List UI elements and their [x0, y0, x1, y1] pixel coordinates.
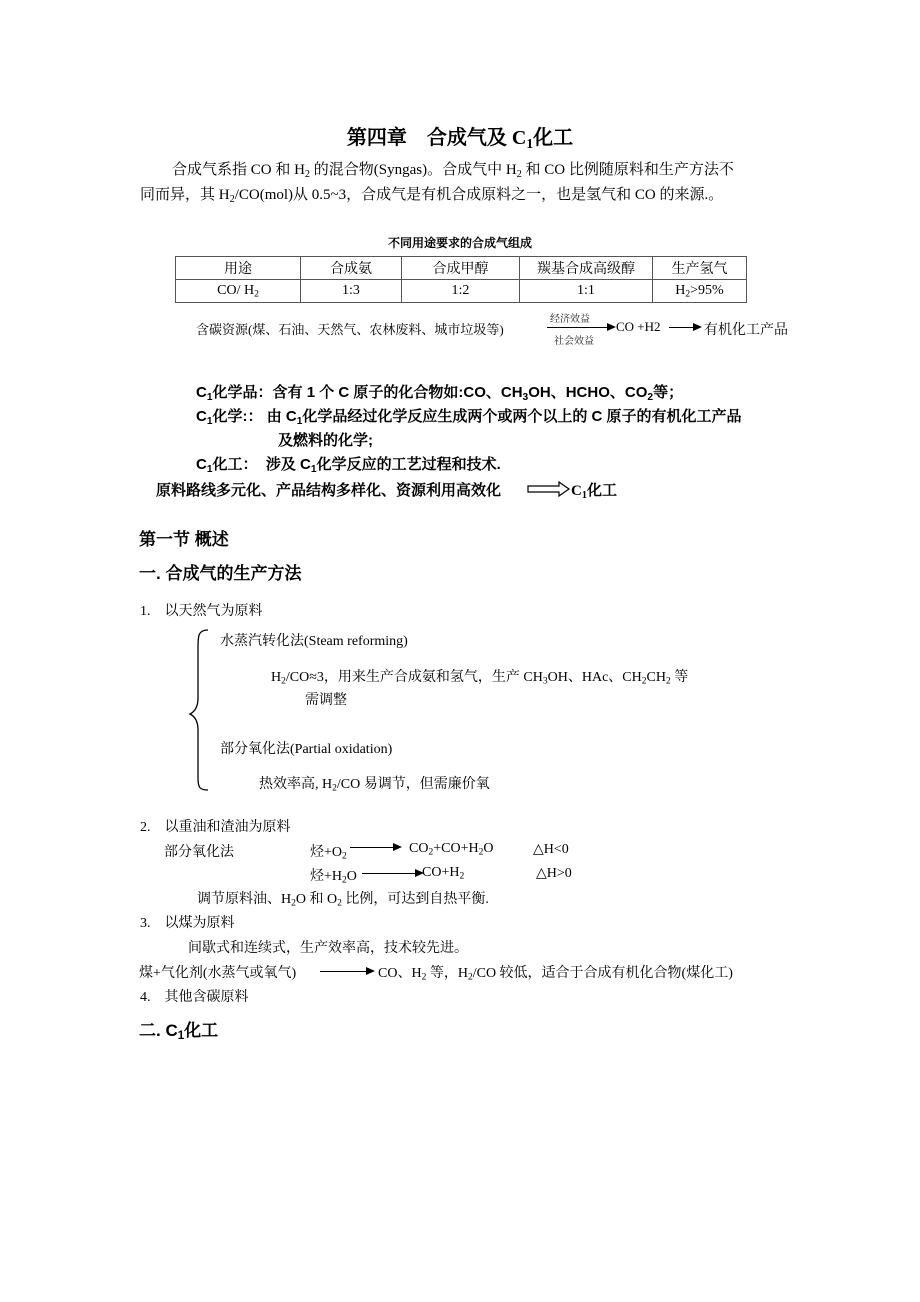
text: >95% — [690, 283, 724, 298]
subscript: 1 — [206, 415, 213, 427]
table-cell: 1:2 — [402, 280, 520, 303]
method-3-reaction-lhs: 煤+气化剂(水蒸气或氧气) — [139, 966, 297, 981]
text: O — [483, 841, 494, 856]
arrow-right-icon — [607, 323, 616, 331]
table-header-row — [176, 257, 747, 280]
list-title: 其他含碳原料 — [164, 990, 249, 1005]
text: C — [196, 408, 207, 425]
text: 由 C — [266, 408, 297, 425]
text: 等 — [670, 670, 689, 685]
text: OH、HCHO、CO — [528, 384, 648, 401]
syngas-composition-table — [175, 256, 747, 303]
trend-target — [571, 479, 617, 500]
arrow-right-icon — [366, 967, 375, 975]
text: CO、H — [378, 966, 422, 981]
subscript: 2 — [281, 676, 286, 687]
subscript: 2 — [342, 875, 347, 886]
subscript: 1 — [206, 463, 213, 475]
intro-line-2 — [140, 183, 723, 207]
flow-source: 含碳资源(煤、石油、天然气、农林废料、城市垃圾等) — [196, 322, 504, 337]
flow-label-bottom: 社会效益 — [554, 336, 594, 347]
partial-oxidation-note — [259, 773, 490, 793]
definition-label: 化工： — [212, 456, 258, 473]
text: 化学品经过化学反应生成两个或两个以上的 C 原子的有机化工产品 — [302, 408, 742, 425]
flow-arrow-line-2 — [669, 327, 695, 328]
chapter-title-suffix: 化工 — [533, 127, 574, 149]
definition-c1-engineering — [196, 453, 501, 474]
subscript: 1 — [296, 415, 303, 427]
subscript: 2 — [229, 193, 235, 205]
subscript: 2 — [467, 972, 473, 983]
curly-brace-icon — [188, 628, 212, 792]
text: C — [571, 483, 582, 499]
subscript: 2 — [337, 898, 342, 909]
reaction-1-rhs — [409, 841, 493, 857]
text: 含有 1 个 C 原子的化合物如:CO、CH — [272, 384, 523, 401]
text: CO+H — [422, 865, 460, 880]
subscript: 1 — [206, 391, 213, 403]
definition-c1-chemistry-line2: 及燃料的化学; — [278, 432, 373, 449]
method-2-heading — [140, 816, 291, 836]
subscript: 3 — [522, 391, 529, 403]
subscript: 1 — [581, 489, 587, 501]
definition-c1-chemicals — [196, 381, 683, 402]
subscript: 2 — [342, 851, 347, 862]
text: 二. C — [139, 1021, 178, 1040]
text: 和 CO 比例随原料和生产方法不 — [521, 162, 734, 178]
text: 化工 — [184, 1021, 219, 1040]
list-number: 2. — [140, 820, 151, 835]
intro-line-1 — [172, 158, 734, 182]
table-header-cell: 用途 — [176, 257, 301, 280]
subsection-title: 一. 合成气的生产方法 — [139, 564, 302, 583]
text: 热效率高, H — [259, 777, 333, 792]
text: 等； — [653, 384, 684, 401]
steam-reforming-title: 水蒸汽转化法(Steam reforming) — [220, 634, 408, 649]
list-number: 4. — [140, 990, 151, 1005]
subscript: 2 — [478, 847, 484, 858]
text: 等，H — [426, 966, 468, 981]
reaction-2-enthalpy: △H>0 — [536, 866, 572, 881]
subscript: 1 — [310, 463, 317, 475]
table-header-cell: 合成氨 — [301, 257, 402, 280]
subscript: 2 — [459, 871, 465, 882]
arrow-right-icon — [393, 843, 402, 851]
reaction-arrow-line — [320, 971, 368, 972]
definition-c1-chemistry — [196, 405, 742, 426]
list-number: 1. — [140, 604, 151, 619]
table-cell: 1:3 — [301, 280, 402, 303]
method-2-process: 部分氧化法 — [164, 845, 234, 860]
text: 化工 — [586, 483, 617, 499]
text: /CO≈3，用来生产合成氨和氢气，生产 CH — [285, 670, 543, 685]
text: H — [675, 283, 686, 298]
flow-label-top: 经济效益 — [550, 314, 590, 325]
text: /CO 较低，适合于合成有机化合物(煤化工) — [472, 966, 733, 981]
chapter-title — [0, 121, 920, 150]
list-number: 3. — [140, 916, 151, 931]
partial-oxidation-title: 部分氧化法(Partial oxidation) — [220, 742, 393, 757]
subsection-2-title — [139, 1016, 218, 1041]
chapter-title-text: 第四章 合成气及 C — [346, 127, 527, 149]
subscript: 3 — [542, 676, 548, 687]
trend-text: 原料路线多元化、产品结构多样化、资源利用高效化 — [156, 482, 502, 499]
list-title: 以天然气为原料 — [164, 604, 263, 619]
list-title: 以煤为原料 — [164, 916, 235, 931]
text: /CO 易调节，但需廉价氧 — [336, 777, 490, 792]
flow-product: 有机化工产品 — [704, 323, 788, 338]
subscript: 2 — [647, 391, 654, 403]
method-4-heading — [140, 986, 249, 1006]
text: 合成气系指 CO 和 H — [172, 162, 305, 178]
subscript: 2 — [304, 168, 311, 180]
table-cell — [653, 280, 747, 303]
text: CO/ H — [217, 283, 255, 298]
subscript: 1 — [526, 135, 534, 151]
text: /CO(mol)从 0.5~3，合成气是有机合成原料之一，也是氢气和 CO 的来源.。 — [234, 187, 724, 203]
arrow-right-icon — [693, 323, 702, 331]
subscript: 2 — [641, 676, 647, 687]
reaction-2-lhs — [310, 865, 357, 885]
section-title: 第一节 概述 — [139, 530, 229, 549]
text: O — [346, 869, 357, 884]
text: 烃+O — [310, 845, 343, 860]
double-arrow-icon — [527, 481, 571, 497]
subscript: 1 — [177, 1030, 185, 1043]
subscript: 2 — [291, 898, 296, 909]
flow-middle: CO +H2 — [616, 319, 661, 334]
reaction-2-rhs — [422, 865, 464, 881]
table-header-cell: 生产氢气 — [653, 257, 747, 280]
subscript: 2 — [685, 289, 691, 300]
text: +CO+H — [433, 841, 479, 856]
table-cell-label — [176, 280, 301, 303]
text: C — [196, 456, 207, 473]
subscript: 2 — [516, 168, 522, 180]
table-caption: 不同用途要求的合成气组成 — [387, 236, 532, 250]
subscript: 2 — [428, 847, 434, 858]
method-3-reaction-rhs — [378, 962, 733, 982]
text: 涉及 C — [265, 456, 311, 473]
text: 烃+H — [310, 869, 343, 884]
table-cell: 1:1 — [520, 280, 653, 303]
text: O 和 O — [295, 892, 338, 907]
subscript: 2 — [254, 289, 259, 300]
subscript: 2 — [332, 783, 337, 794]
definition-label: 化学:： — [212, 408, 263, 425]
steam-reforming-note — [271, 666, 688, 686]
steam-reforming-note-line2: 需调整 — [305, 693, 347, 708]
reaction-1-enthalpy: △H<0 — [533, 842, 569, 857]
text: 的混合物(Syngas)。合成气中 H — [310, 162, 517, 178]
definition-label: 化学品： — [212, 384, 273, 401]
subscript: 2 — [665, 676, 671, 687]
flow-arrow-line — [547, 327, 609, 328]
text: CO — [409, 841, 429, 856]
method-2-note — [197, 888, 489, 908]
reaction-1-lhs — [310, 841, 347, 861]
text: 调节原料油、H — [197, 892, 292, 907]
table-row — [176, 280, 747, 303]
list-title: 以重油和渣油为原料 — [164, 820, 291, 835]
text: 同而异，其 H — [140, 187, 230, 203]
table-header-cell: 合成甲醇 — [402, 257, 520, 280]
reaction-arrow-line — [350, 847, 394, 848]
table-header-cell: 羰基合成高级醇 — [520, 257, 653, 280]
text: OH、HAc、CH — [547, 670, 642, 685]
reaction-arrow-line — [362, 873, 417, 874]
text: C — [196, 384, 207, 401]
method-1-heading — [140, 600, 263, 620]
subscript: 2 — [421, 972, 427, 983]
text: H — [271, 670, 282, 685]
text: CH — [646, 670, 666, 685]
method-3-heading — [140, 912, 235, 932]
text: 比例，可达到自热平衡. — [341, 892, 489, 907]
method-3-note: 间歇式和连续式，生产效率高，技术较先进。 — [188, 941, 468, 956]
text: 化学反应的工艺过程和技术. — [316, 456, 501, 473]
